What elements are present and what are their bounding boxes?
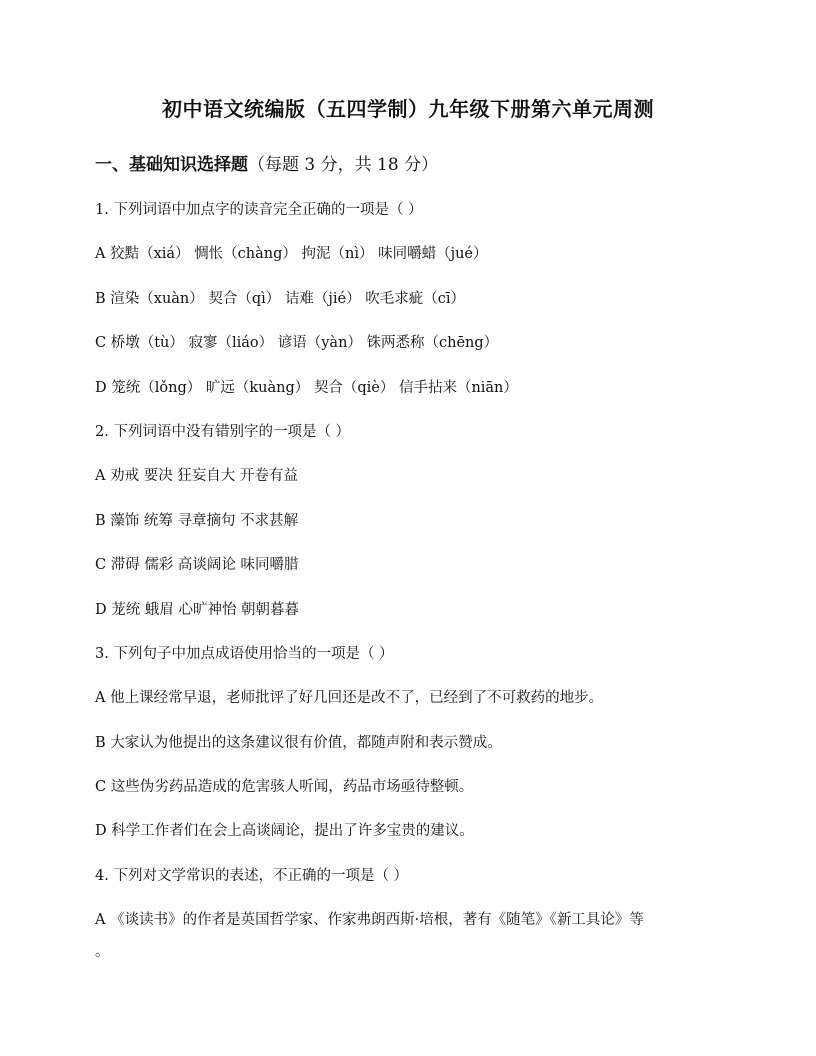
question-line: 1. 下列词语中加点字的读音完全正确的一项是（ ） [95,202,423,218]
question-line: 4. 下列对文学常识的表述，不正确的一项是（ ） [95,867,409,884]
option-line: C 这些伪劣药品造成的危害骇人听闻，药品市场亟待整顿。 [95,779,474,796]
option-line: A 他上课经常早退，老师批评了好几回还是改不了，已经到了不可救药的地步。 [95,690,604,707]
option-line: D 茏统 蛾眉 心旷神怡 朝朝暮暮 [95,601,300,618]
option-line: B 渲染（xuàn） 契合（qì） 诘难（jié） 吹毛求疵（cī） [95,290,465,307]
option-line: A 《谈读书》的作者是英国哲学家、作家弗朗西斯·培根，著有《随笔》《新工具论》等 [95,912,644,929]
option-line: A 劝戒 要决 狂妄自大 开卷有益 [95,468,298,485]
option-line: B 大家认为他提出的这条建议很有价值，都随声附和表示赞成。 [95,734,502,751]
option-line: A 狡黠（xiá） 惆怅（chàng） 拘泥（nì） 味同嚼蜡（jué） [95,246,488,263]
question-line: 2. 下列词语中没有错别字的一项是（ ） [95,423,351,440]
section-heading [95,150,438,175]
section-heading-note: （每题 3 分，共 18 分） [248,155,439,175]
question-line: 3. 下列句子中加点成语使用恰当的一项是（ ） [95,645,394,662]
option-line: B 藻饰 统筹 寻章摘句 不求甚解 [95,512,299,529]
option-line: C 滞碍 儒彩 高谈阔论 味同嚼腊 [95,557,299,574]
section-heading-label: 一、基础知识选择题 [95,155,248,175]
option-line: D 科学工作者们在会上高谈阔论，提出了许多宝贵的建议。 [95,823,474,840]
question-list [95,198,725,953]
option-line: C 桥墩（tù） 寂寥（liáo） 谚语（yàn） 铢两悉称（chēng） [95,335,499,352]
page-title: 初中语文统编版（五四学制）九年级下册第六单元周测 [162,97,654,121]
option-line: D 笼统（lǒng） 旷远（kuàng） 契合（qiè） 信手拈来（niān） [95,379,518,396]
option-line-continuation: 。 [95,944,110,960]
